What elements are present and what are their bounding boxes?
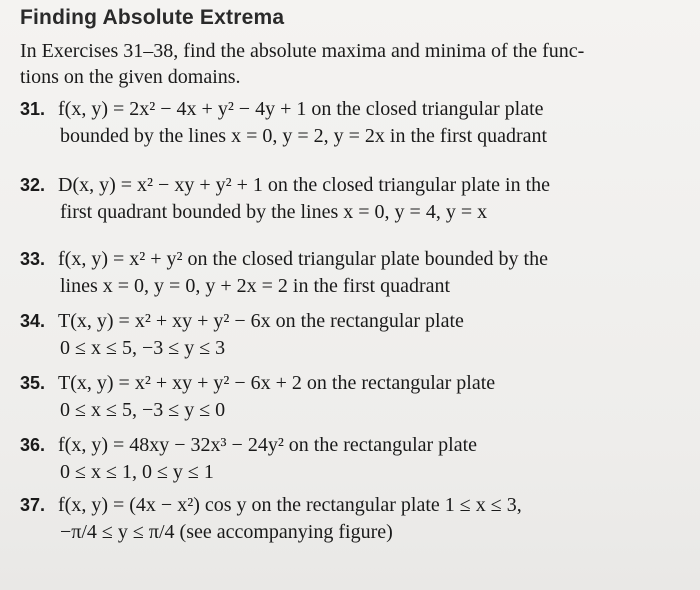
exercise-35 — [20, 370, 685, 424]
exercise-32 — [20, 172, 685, 226]
exercise-text-line-2: 0 ≤ x ≤ 5, −3 ≤ y ≤ 3 — [60, 337, 226, 359]
exercise-text-line-2: −π/4 ≤ y ≤ π/4 (see accompanying figure) — [60, 521, 393, 543]
exercise-text-line-2: 0 ≤ x ≤ 5, −3 ≤ y ≤ 0 — [60, 399, 226, 421]
exercise-text-line-2: lines x = 0, y = 0, y + 2x = 2 in the first quadrant — [60, 275, 451, 297]
exercise-text-line-1: T(x, y) = x² + xy + y² − 6x on the rectangular plate — [58, 310, 464, 332]
exercise-34 — [20, 308, 685, 362]
section-title: Finding Absolute Extrema — [20, 6, 285, 29]
intro-line-1: In Exercises 31–38, find the absolute maxima and minima of the func- — [20, 40, 585, 62]
exercise-text-line-1: D(x, y) = x² − xy + y² + 1 on the closed triangular plate in the — [58, 174, 551, 196]
exercise-number: 37. — [20, 495, 46, 515]
exercise-number: 33. — [20, 249, 46, 269]
exercise-text-line-2: 0 ≤ x ≤ 1, 0 ≤ y ≤ 1 — [60, 461, 214, 483]
exercise-text-line-2: first quadrant bounded by the lines x = 0, y = 4, y = x — [60, 201, 488, 223]
exercise-31 — [20, 96, 685, 150]
exercise-text-line-1: f(x, y) = 2x² − 4x + y² − 4y + 1 on the closed triangular plate — [58, 98, 544, 120]
exercise-number: 36. — [20, 435, 46, 455]
exercise-33 — [20, 246, 685, 300]
section-intro — [20, 38, 680, 90]
exercise-text-line-1: f(x, y) = x² + y² on the closed triangular plate bounded by the — [58, 248, 548, 270]
exercise-text-line-1: f(x, y) = 48xy − 32x³ − 24y² on the rectangular plate — [58, 434, 478, 456]
intro-line-2: tions on the given domains. — [20, 66, 241, 88]
exercise-number: 34. — [20, 311, 46, 331]
exercise-text-line-1: f(x, y) = (4x − x²) cos y on the rectangular plate 1 ≤ x ≤ 3, — [58, 494, 522, 516]
exercise-number: 35. — [20, 373, 46, 393]
exercise-number: 31. — [20, 99, 46, 119]
exercise-number: 32. — [20, 175, 46, 195]
exercise-36 — [20, 432, 685, 486]
exercise-37 — [20, 492, 685, 546]
exercise-text-line-2: bounded by the lines x = 0, y = 2, y = 2x in the first quadrant — [60, 125, 548, 147]
exercise-text-line-1: T(x, y) = x² + xy + y² − 6x + 2 on the rectangular plate — [58, 372, 496, 394]
